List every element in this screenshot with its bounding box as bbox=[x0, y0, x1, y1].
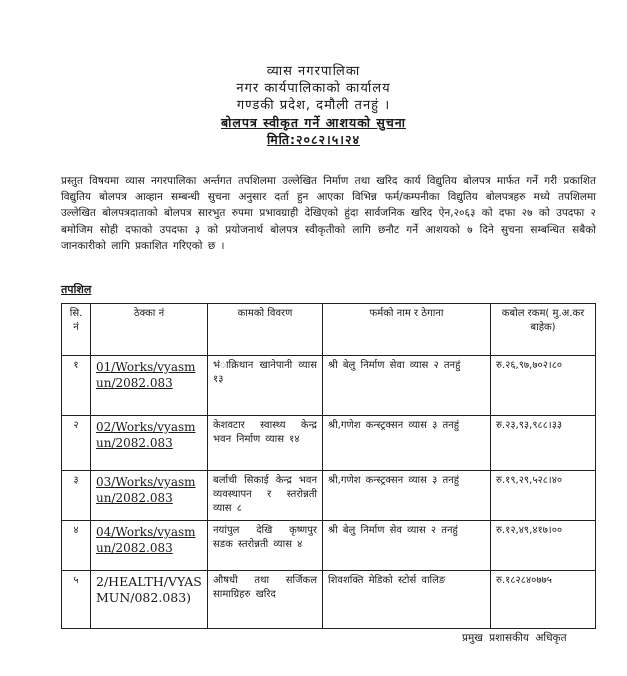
contract-number: 03/Works/vyasmun/2082.083 bbox=[91, 471, 208, 521]
notice-title: बोलपत्र स्वीकृत गर्ने आशयको सुचना bbox=[221, 115, 406, 130]
serial-number: ३ bbox=[62, 471, 91, 521]
bid-amount: रु.१९,२९,५२८।४० bbox=[491, 471, 596, 521]
bid-amount: रु.१२,४९,४१७।०० bbox=[491, 521, 596, 571]
firm-name: श्री,गणेश कन्स्ट्रक्सन व्यास ३ तनहुं bbox=[323, 471, 491, 521]
header-firm: फर्मको नाम र ठेगाना bbox=[323, 304, 491, 356]
work-description: बर्लाची सिकाई केन्द्र भवन व्यवस्थापन र स्तरोन्नती व्यास ८ bbox=[208, 471, 323, 521]
table-row bbox=[62, 571, 596, 629]
contract-number: 02/Works/vyasmun/2082.083 bbox=[91, 416, 208, 471]
section-label: तपशिल bbox=[61, 283, 92, 296]
serial-number: ४ bbox=[62, 521, 91, 571]
table-row bbox=[62, 521, 596, 571]
work-description: नयांपुल देखि कृष्णपुर सडक स्तरोन्नती व्यास ४ bbox=[208, 521, 323, 571]
header-amount: कबोल रकम( मु.अ.कर बाहेक) bbox=[491, 304, 596, 356]
firm-name: श्री,गणेश कन्स्ट्रक्सन व्यास ३ तनहुं bbox=[323, 416, 491, 471]
bid-amount: रु.२६,९७,७०२।८० bbox=[491, 356, 596, 416]
header-description: कामको विवरण bbox=[208, 304, 323, 356]
office-name: नगर कार्यपालिकाको कार्यालय bbox=[236, 81, 391, 96]
contract-number: 01/Works/vyasmun/2082.083 bbox=[91, 356, 208, 416]
firm-name: श्री बेलु निर्माण सेव व्यास २ तनहुं bbox=[323, 521, 491, 571]
contract-number: 04/Works/vyasmun/2082.083 bbox=[91, 521, 208, 571]
bid-amount: रु.१८२८४०७७५ bbox=[491, 571, 596, 629]
serial-number: ५ bbox=[62, 571, 91, 629]
firm-name: शिवशक्ति मेडिको स्टोर्स वालिङ bbox=[323, 571, 491, 629]
header-contract-no: ठेक्का नं bbox=[91, 304, 208, 356]
table-row bbox=[62, 356, 596, 416]
bid-amount: रु.२३,९३,९८८।३३ bbox=[491, 416, 596, 471]
header-serial: सि. नं bbox=[62, 304, 91, 356]
notice-date: मिति:२०८२।५।२४ bbox=[266, 132, 361, 147]
table-header-row bbox=[62, 304, 596, 356]
signatory-title: प्रमुख प्रशासकीय अधिकृत bbox=[462, 632, 567, 644]
org-name: व्यास नगरपालिका bbox=[266, 64, 361, 79]
body-paragraph: प्रस्तुत विषयमा व्यास नगरपालिका अर्न्तगत तपशिलमा उल्लेखित निर्माण तथा खरिद कार्य विद्युतिय बोलपत्र मार्फत गर्ने गरी प्रकाशित विद्युतिय बोलपत्र आव्हान सम्बन्धी सुचना अनुसार दर्ता हुन आएका विभिन्न फर्म/कम्पनीका विद्युतिय बोलपत्रहरु मध्ये तपशिलमा उल्लेखित बोलपत्रदाताको बोलपत्र सारभुत रुपमा प्रभावग्राही देखिएको हुंदा सार्वजनिक खरिद ऐन,२०६३ को दफा २७ को उपदफा २ बमोजिम सोही दफाको उपदफा ३ को प्रयोजनार्थ बोलपत्र स्वीकृतीको लागि छनौट गर्ने आशयको ७ दिने सुचना सम्बन्धित सबैको जानकारीको लागि प्रकाशित गरिएको छ । bbox=[61, 175, 596, 252]
table-row bbox=[62, 416, 596, 471]
contract-number: 2/HEALTH/VYASMUN/082.083) bbox=[91, 571, 208, 629]
serial-number: १ bbox=[62, 356, 91, 416]
office-address: गण्डकी प्रदेश, दमौली तनहुं । bbox=[236, 98, 391, 113]
work-description: औषधी तथा सर्जिकल सामाग्रिहरु खरिद bbox=[208, 571, 323, 629]
firm-name: श्री बेलु निर्माण सेवा व्यास २ तनहुं bbox=[323, 356, 491, 416]
work-description: केशवटार स्वास्थ्य केन्द्र भवन निर्माण व्यास १४ bbox=[208, 416, 323, 471]
serial-number: २ bbox=[62, 416, 91, 471]
contracts-table bbox=[61, 303, 596, 629]
work-description: भंाक्रिथान खानेपानी व्यास १३ bbox=[208, 356, 323, 416]
table-row bbox=[62, 471, 596, 521]
